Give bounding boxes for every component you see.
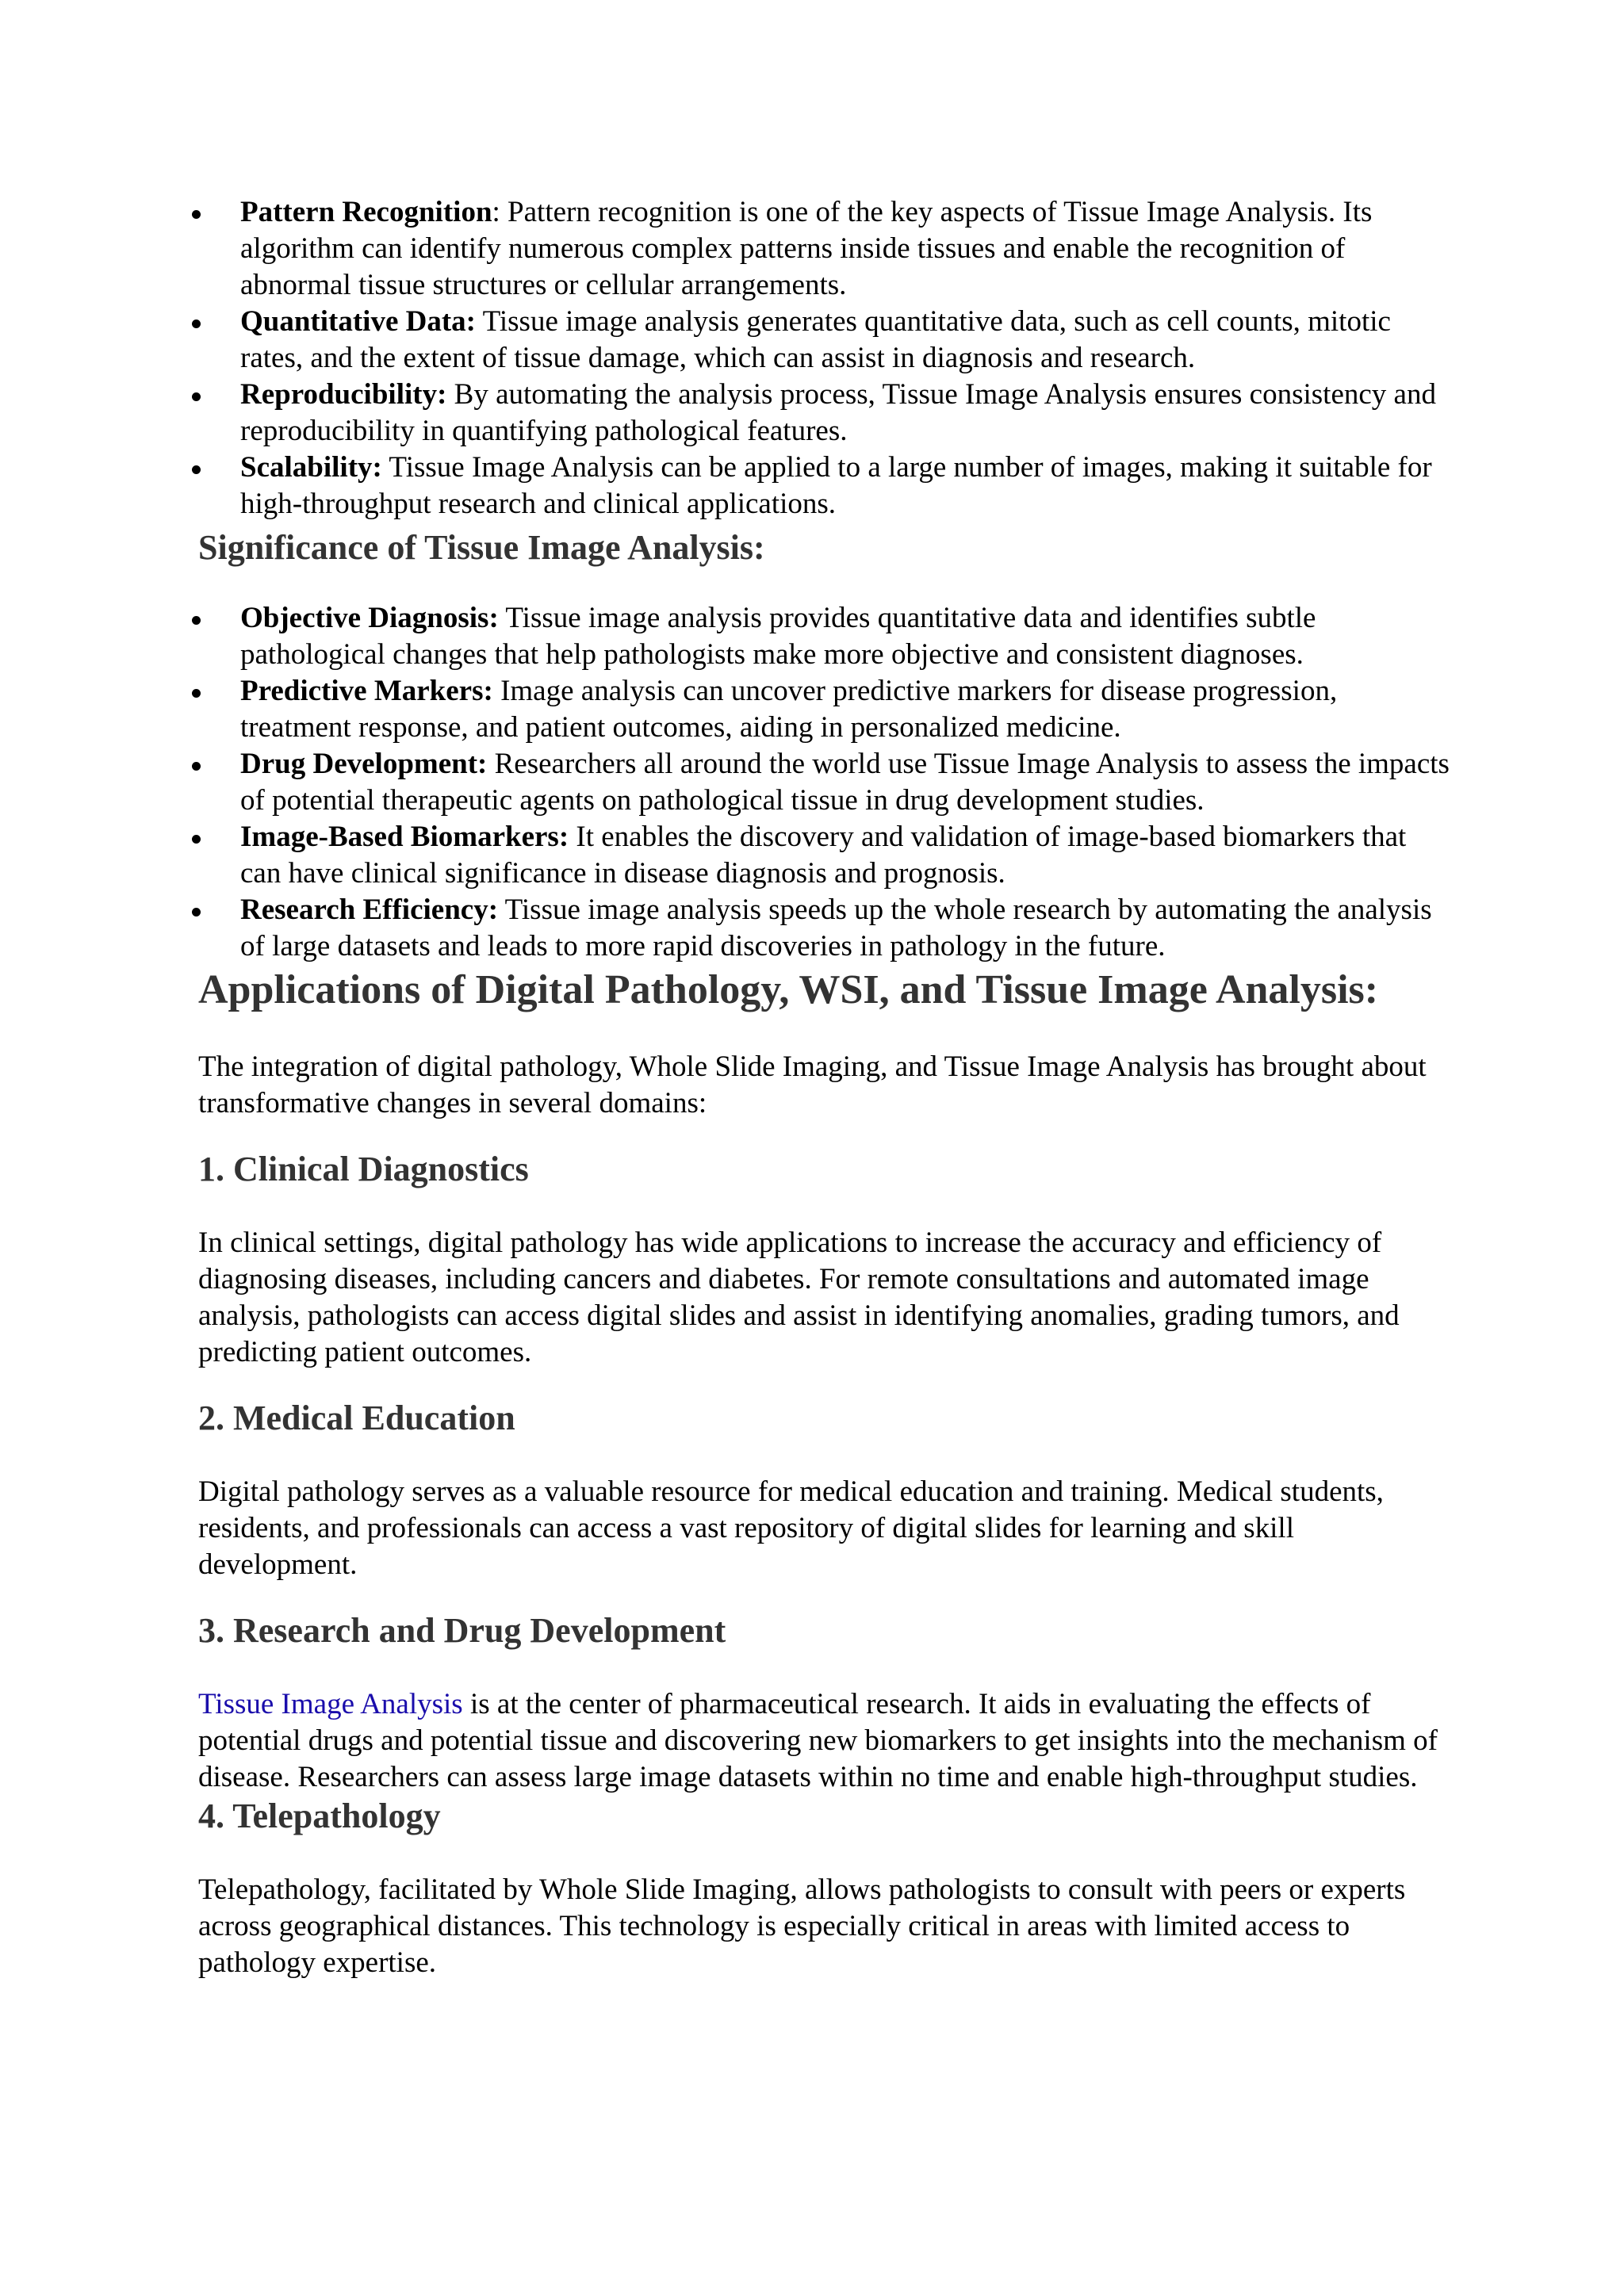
list-item-term: Image-Based Biomarkers: xyxy=(240,821,569,853)
list-item xyxy=(198,600,1451,673)
list-item xyxy=(198,673,1451,746)
list-item-term: Objective Diagnosis: xyxy=(240,602,499,634)
list-item-text: Image analysis can uncover predictive markers for disease progression, treatment response, and patient outcomes, aiding in personalized medicine. xyxy=(240,675,1338,744)
bullet-icon xyxy=(192,835,201,844)
list-item xyxy=(198,194,1451,304)
research-body-text: is at the center of pharmaceutical research. It aids in evaluating the effects of potential drugs and potential tissue and discovering new biomarkers to get insights into the mechanism of disease. Researchers can assess large image datasets within no time and enable high-throughput studies. xyxy=(198,1688,1438,1793)
bullet-icon xyxy=(192,465,201,474)
document-content xyxy=(198,194,1451,1981)
list-item xyxy=(198,377,1451,450)
list-item-term: Pattern Recognition xyxy=(240,196,492,228)
medical-education-body: Digital pathology serves as a valuable resource for medical education and training. Medical students, residents, and professionals can access a vast repository of digital slides for learning and skill development. xyxy=(198,1475,1384,1581)
list-item xyxy=(198,304,1451,377)
list-item-term: Scalability: xyxy=(240,451,382,484)
bullet-icon xyxy=(192,210,201,219)
list-item xyxy=(198,819,1451,892)
significance-list xyxy=(198,600,1451,965)
bullet-icon xyxy=(192,616,201,625)
bullet-icon xyxy=(192,689,201,698)
list-item-text: Researchers all around the world use Tissue Image Analysis to assess the impacts of potential therapeutic agents on pathological tissue in drug development studies. xyxy=(240,748,1450,817)
features-list xyxy=(198,194,1451,522)
list-item xyxy=(198,892,1451,965)
list-item-text: Tissue image analysis speeds up the whole research by automating the analysis of large datasets and leads to more rapid discoveries in pathology in the future. xyxy=(240,894,1432,962)
list-item-text: It enables the discovery and validation of image-based biomarkers that can have clinical significance in disease diagnosis and prognosis. xyxy=(240,821,1407,890)
medical-education-heading: 2. Medical Education xyxy=(198,1399,515,1437)
significance-heading: Significance of Tissue Image Analysis: xyxy=(198,528,765,567)
list-item-text: Tissue image analysis provides quantitative data and identifies subtle pathological changes that help pathologists make more objective and consistent diagnoses. xyxy=(240,602,1316,671)
list-item-text: Tissue Image Analysis can be applied to a large number of images, making it suitable for high-throughput research and clinical applications. xyxy=(240,451,1432,520)
applications-heading: Applications of Digital Pathology, WSI, and Tissue Image Analysis: xyxy=(198,967,1379,1012)
list-item-term: Drug Development: xyxy=(240,748,488,780)
tissue-image-analysis-link[interactable]: Tissue Image Analysis xyxy=(198,1688,463,1720)
list-item xyxy=(198,746,1451,819)
applications-intro: The integration of digital pathology, Whole Slide Imaging, and Tissue Image Analysis has brought about transformative changes in several domains: xyxy=(198,1050,1427,1119)
bullet-icon xyxy=(192,320,201,328)
list-item xyxy=(198,450,1451,522)
bullet-icon xyxy=(192,762,201,771)
list-item-term: Reproducibility: xyxy=(240,378,447,411)
bullet-icon xyxy=(192,908,201,916)
list-item-term: Research Efficiency: xyxy=(240,894,499,926)
research-drug-development-body xyxy=(198,1686,1451,1796)
research-drug-development-heading: 3. Research and Drug Development xyxy=(198,1611,726,1650)
bullet-icon xyxy=(192,392,201,401)
clinical-diagnostics-heading: 1. Clinical Diagnostics xyxy=(198,1150,529,1188)
list-item-term: Quantitative Data: xyxy=(240,305,476,338)
telepathology-body: Telepathology, facilitated by Whole Slide Imaging, allows pathologists to consult with peers or experts across geographical distances. This technology is especially critical in areas with limited access to pathology expertise. xyxy=(198,1873,1406,1979)
clinical-diagnostics-body: In clinical settings, digital pathology has wide applications to increase the accuracy and efficiency of diagnosing diseases, including cancers and diabetes. For remote consultations and automated image analysis, pathologists can access digital slides and assist in identifying anomalies, grading tumors, and predicting patient outcomes. xyxy=(198,1226,1400,1368)
list-item-text: By automating the analysis process, Tissue Image Analysis ensures consistency and reproducibility in quantifying pathological features. xyxy=(240,378,1436,447)
list-item-term: Predictive Markers: xyxy=(240,675,493,707)
list-item-text: Tissue image analysis generates quantitative data, such as cell counts, mitotic rates, and the extent of tissue damage, which can assist in diagnosis and research. xyxy=(240,305,1391,374)
telepathology-heading: 4. Telepathology xyxy=(198,1797,441,1835)
list-item-text: : Pattern recognition is one of the key aspects of Tissue Image Analysis. Its algorithm can identify numerous complex patterns inside tissues and enable the recognition of abnormal tissue structures or cellular arrangements. xyxy=(240,196,1373,301)
